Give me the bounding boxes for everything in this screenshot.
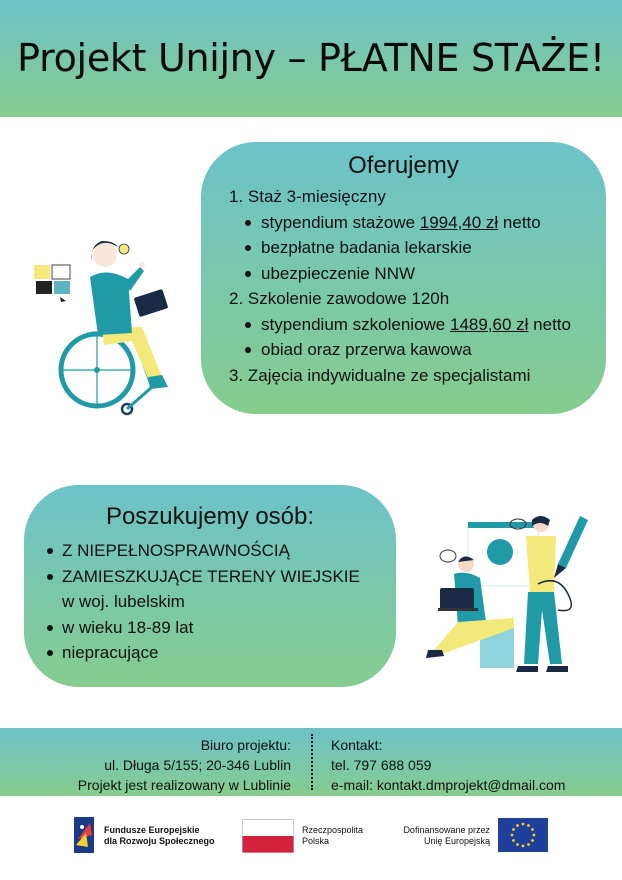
eu-star-icon xyxy=(522,823,525,826)
eu-star-icon xyxy=(516,824,519,827)
footer-contact-bar xyxy=(0,728,622,796)
seek-title: Poszukujemy osób: xyxy=(105,503,315,530)
offer-sub-training-stipend xyxy=(229,312,571,338)
offer-sub-internship-stipend xyxy=(229,210,571,236)
eu-flag-icon xyxy=(498,818,548,852)
offer-sub-insurance: ubezpieczenie NNW xyxy=(229,261,571,287)
eu-star-icon xyxy=(522,845,525,848)
office-info xyxy=(78,735,291,795)
stipend-amount: 1994,40 zł xyxy=(419,212,499,232)
eu-star-icon xyxy=(533,834,536,837)
eu-star-icon xyxy=(527,843,530,846)
contact-phone[interactable]: tel. 797 688 059 xyxy=(331,757,432,773)
seek-panel xyxy=(24,485,396,687)
contact-info xyxy=(331,735,565,795)
european-funds-logo-text xyxy=(104,825,215,847)
poland-logo-text xyxy=(302,825,363,847)
offer-item-individual: 3. Zajęcia indywidualne ze specjalistami xyxy=(229,365,531,385)
eu-star-icon xyxy=(512,839,515,842)
page-title: Projekt Unijny – PŁATNE STAŻE! xyxy=(17,36,605,80)
header-banner xyxy=(0,0,622,117)
logo-line: Fundusze Europejskie xyxy=(104,825,200,835)
eu-star-icon xyxy=(531,839,534,842)
logo-line: Rzeczpospolita xyxy=(302,825,364,835)
contact-heading: Kontakt: xyxy=(331,737,383,753)
seek-list xyxy=(46,538,360,666)
office-people-illustration xyxy=(418,514,590,682)
offer-item-internship: 1. Staż 3-miesięczny xyxy=(229,187,386,206)
stipend-amount: 1489,60 zł xyxy=(449,314,529,334)
office-heading: Biuro projektu: xyxy=(200,737,291,753)
eu-star-icon xyxy=(531,828,534,831)
contact-email[interactable]: e-mail: kontakt.dmprojekt@dmail.com xyxy=(331,777,566,793)
footer-divider xyxy=(311,734,313,790)
stipend-suffix: netto xyxy=(528,314,571,334)
offer-list xyxy=(229,184,571,388)
wheelchair-woman-illustration xyxy=(32,237,188,419)
seek-item: w wieku 18-89 lat xyxy=(46,615,360,641)
eu-cofinance-text xyxy=(403,825,490,847)
logo-line: Dofinansowane przez xyxy=(403,825,490,835)
eu-star-icon xyxy=(516,843,519,846)
logo-line: Polska xyxy=(302,836,330,846)
offer-title: Oferujemy xyxy=(348,152,459,179)
stipend-label: stypendium szkoleniowe xyxy=(261,314,450,334)
office-address: ul. Długa 5/155; 20-346 Lublin xyxy=(104,757,291,773)
european-funds-logo-icon xyxy=(72,815,96,855)
eu-star-icon xyxy=(512,828,515,831)
offer-sub-lunch: obiad oraz przerwa kawowa xyxy=(229,337,571,363)
logo-line: dla Rozwoju Społecznego xyxy=(104,836,215,846)
seek-item: Z NIEPEŁNOSPRAWNOŚCIĄ xyxy=(46,538,360,564)
eu-star-icon xyxy=(511,834,514,837)
offer-item-training: 2. Szkolenie zawodowe 120h xyxy=(229,289,450,308)
stipend-label: stypendium stażowe xyxy=(261,212,420,232)
seek-item: niepracujące xyxy=(46,640,360,666)
poland-flag-icon xyxy=(242,819,294,853)
funding-logos xyxy=(0,805,622,880)
project-location: Projekt jest realizowany w Lublinie xyxy=(77,777,291,793)
seek-item: ZAMIESZKUJĄCE TERENY WIEJSKIE xyxy=(46,564,360,590)
offer-panel xyxy=(201,142,606,414)
seek-item-continuation: w woj. lubelskim xyxy=(62,592,185,611)
stipend-suffix: netto xyxy=(498,212,541,232)
offer-sub-medical: bezpłatne badania lekarskie xyxy=(229,235,571,261)
eu-star-icon xyxy=(527,824,530,827)
logo-line: Unię Europejską xyxy=(423,836,490,846)
